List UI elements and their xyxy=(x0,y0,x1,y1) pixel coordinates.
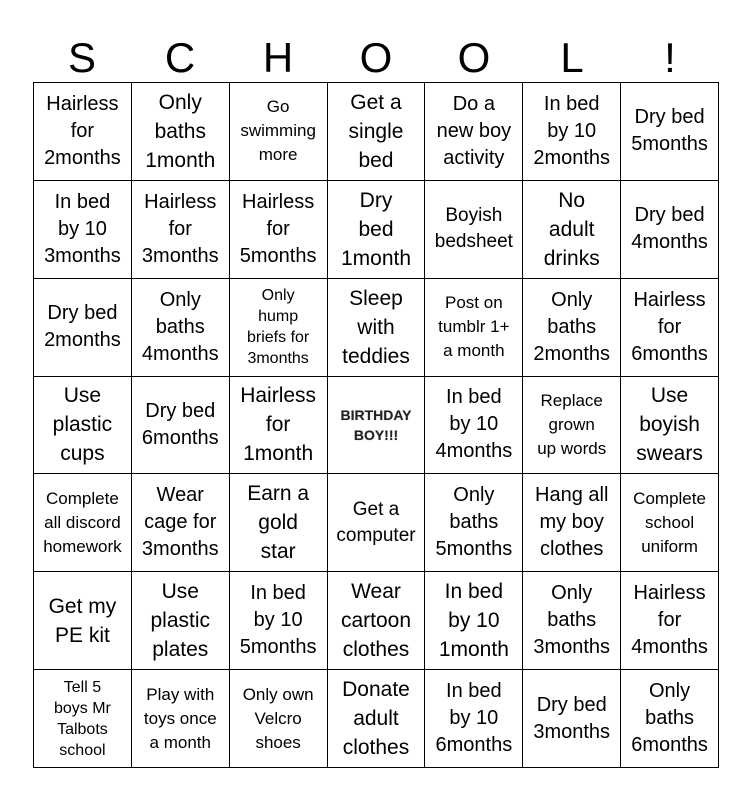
bingo-cell xyxy=(132,181,230,279)
cell-text: Post on tumblr 1+ a month xyxy=(438,293,510,361)
bingo-cell xyxy=(523,83,621,181)
cell-text: In bed by 10 6months xyxy=(435,680,513,757)
cell-text: Sleep with teddies xyxy=(342,286,410,368)
title-letter: C xyxy=(164,34,196,81)
cell-text: Hang all my boy clothes xyxy=(535,484,609,561)
cell-text: Hairless for 1month xyxy=(240,384,317,466)
bingo-cell xyxy=(230,83,328,181)
cell-text: Only baths 5months xyxy=(435,484,513,561)
bingo-cell xyxy=(523,181,621,279)
cell-text: Hairless for 3months xyxy=(141,190,219,267)
bingo-cell xyxy=(621,670,719,768)
cell-text: Dry bed 6months xyxy=(141,399,219,449)
cell-text: Dry bed 1month xyxy=(340,188,412,270)
cell-text: Tell 5 boys Mr Talbots school xyxy=(53,678,111,759)
bingo-cell xyxy=(425,572,523,670)
title-letter: O xyxy=(457,34,491,81)
bingo-cell xyxy=(132,572,230,670)
cell-text: Only baths 6months xyxy=(631,680,708,757)
bingo-cell xyxy=(132,474,230,572)
cell-text: Do a new boy activity xyxy=(436,92,512,169)
cell-text: Boyish bedsheet xyxy=(434,205,513,253)
cell-text: BIRTHDAY BOY!!! xyxy=(340,406,412,443)
cell-text: Get a single bed xyxy=(348,90,404,172)
bingo-cell xyxy=(34,572,132,670)
cell-text: Donate adult clothes xyxy=(342,678,410,760)
cell-text: Only baths 3months xyxy=(533,582,611,659)
cell-text: Get my PE kit xyxy=(48,594,117,647)
bingo-cell xyxy=(328,181,426,279)
cell-text: Dry bed 5months xyxy=(631,106,708,156)
bingo-cell xyxy=(328,670,426,768)
bingo-cell xyxy=(132,279,230,377)
cell-text: In bed by 10 2months xyxy=(533,92,611,169)
bingo-cell xyxy=(34,181,132,279)
cell-text: Earn a gold star xyxy=(247,482,310,564)
cell-text: Dry bed 2months xyxy=(44,302,121,352)
bingo-cell xyxy=(328,83,426,181)
bingo-cell xyxy=(425,181,523,279)
cell-text: Get a computer xyxy=(336,498,416,546)
bingo-cell xyxy=(328,572,426,670)
bingo-cell xyxy=(523,572,621,670)
bingo-cell xyxy=(523,377,621,475)
bingo-cell xyxy=(621,474,719,572)
bingo-cell xyxy=(425,670,523,768)
cell-text: Hairless for 5months xyxy=(239,190,317,267)
bingo-cell xyxy=(34,83,132,181)
cell-text: Only baths 2months xyxy=(533,288,611,365)
bingo-cell xyxy=(621,83,719,181)
bingo-cell xyxy=(523,474,621,572)
title-letter: H xyxy=(262,34,294,81)
title-letter: ! xyxy=(664,34,676,81)
cell-text: No adult drinks xyxy=(543,188,600,270)
cell-text: Hairless for 6months xyxy=(631,288,708,365)
cell-text: Play with toys once a month xyxy=(143,684,217,752)
bingo-cell xyxy=(328,474,426,572)
bingo-cell xyxy=(621,181,719,279)
cell-text: Wear cage for 3months xyxy=(141,484,219,561)
cell-text: In bed by 10 1month xyxy=(438,580,509,662)
cell-text: Use plastic cups xyxy=(52,384,113,466)
bingo-cell xyxy=(132,670,230,768)
cell-text: Dry bed 4months xyxy=(631,204,708,254)
bingo-cell xyxy=(230,181,328,279)
cell-text: Use plastic plates xyxy=(150,580,211,662)
bingo-cell xyxy=(425,377,523,475)
cell-text: Use boyish swears xyxy=(636,384,703,466)
bingo-cell xyxy=(34,377,132,475)
cell-text: Complete all discord homework xyxy=(43,488,122,556)
bingo-cell xyxy=(523,670,621,768)
cell-text: In bed by 10 5months xyxy=(239,582,317,659)
bingo-cell xyxy=(132,83,230,181)
bingo-cell xyxy=(132,377,230,475)
title-letter: O xyxy=(359,34,393,81)
cell-text: Only own Velcro shoes xyxy=(242,684,314,752)
cell-text: Only baths 4months xyxy=(141,288,219,365)
cell-text: Go swimming more xyxy=(240,97,316,165)
bingo-cell xyxy=(425,279,523,377)
cell-text: Replace grown up words xyxy=(537,390,607,458)
bingo-cell xyxy=(621,377,719,475)
bingo-cell xyxy=(34,279,132,377)
bingo-grid xyxy=(33,82,719,768)
bingo-cell xyxy=(523,279,621,377)
bingo-cell xyxy=(34,474,132,572)
cell-text: In bed by 10 3months xyxy=(44,190,121,267)
bingo-cell xyxy=(425,474,523,572)
bingo-cell xyxy=(425,83,523,181)
free-space-cell xyxy=(328,377,426,475)
bingo-cell xyxy=(230,279,328,377)
bingo-cell xyxy=(230,377,328,475)
title-letter: S xyxy=(67,34,96,81)
cell-text: Wear cartoon clothes xyxy=(340,580,412,662)
cell-text: Only hump briefs for 3months xyxy=(247,287,310,368)
bingo-cell xyxy=(34,670,132,768)
bingo-cell xyxy=(621,572,719,670)
bingo-cell xyxy=(230,670,328,768)
cell-text: Complete school uniform xyxy=(633,488,706,556)
cell-text: Hairless for 2months xyxy=(44,92,121,169)
bingo-cell xyxy=(621,279,719,377)
title-letter: L xyxy=(560,34,584,81)
bingo-cell xyxy=(328,279,426,377)
cell-text: In bed by 10 4months xyxy=(435,386,513,463)
bingo-cell xyxy=(230,474,328,572)
bingo-cell xyxy=(230,572,328,670)
bingo-title xyxy=(33,34,719,82)
cell-text: Hairless for 4months xyxy=(631,582,708,659)
cell-text: Dry bed 3months xyxy=(533,693,611,743)
cell-text: Only baths 1month xyxy=(145,90,216,172)
